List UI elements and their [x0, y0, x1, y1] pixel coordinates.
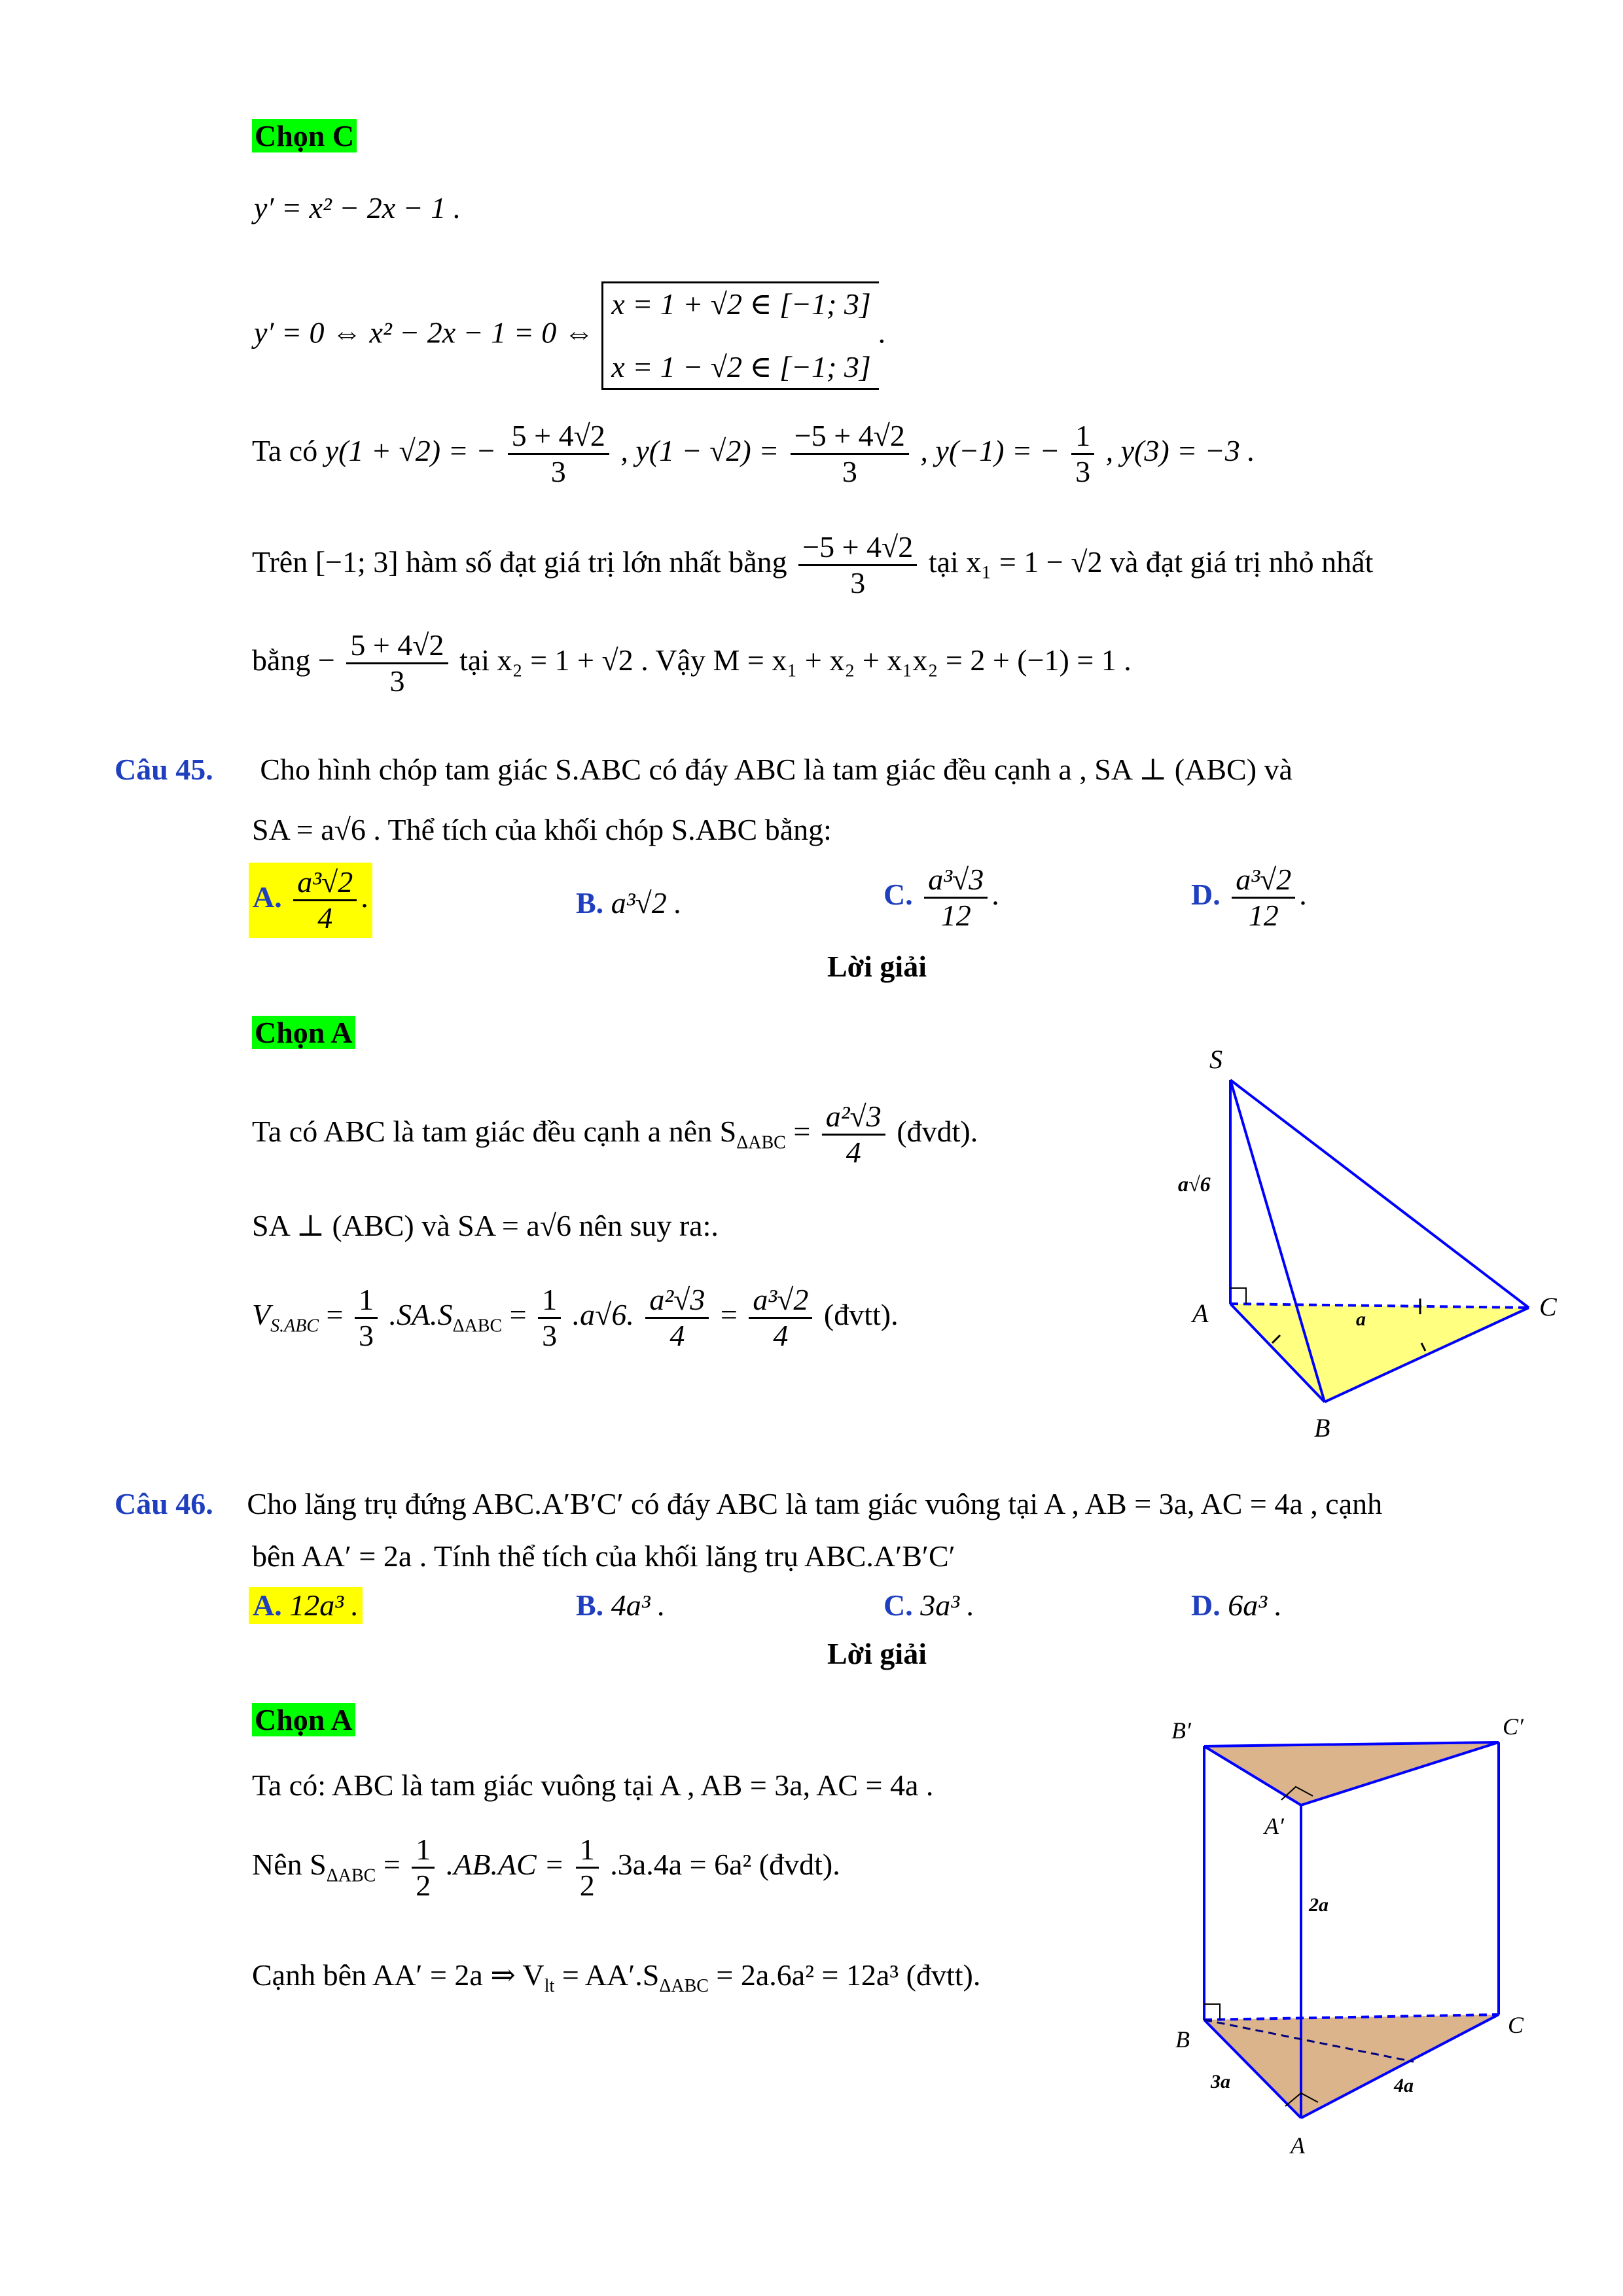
q46-answer-choice: Chọn A: [252, 1702, 355, 1738]
q45-step-perpendicular: SA ⊥ (ABC) và SA = a√6 nên suy ra:.: [252, 1209, 719, 1242]
label-edge-height: a√6: [1178, 1172, 1211, 1196]
label-height: 2a: [1309, 1894, 1329, 1916]
question-45-text: Câu 45. Cho hình chóp tam giác S.ABC có đáy ABC là tam giác đều cạnh a , SA ⊥ (ABC) và: [115, 753, 1293, 786]
q45-option-d[interactable]: D. $\frac{\text{a³√2}}{12}$ .: [1191, 863, 1307, 932]
q46-option-b[interactable]: B. 4a³ .: [576, 1588, 666, 1622]
q45-answer-choice: Chọn A: [252, 1014, 355, 1051]
case-bracket: x = 1 + √2 ∈ [−1; 3] x = 1 − √2 ∈ [−1; 3]: [601, 281, 878, 390]
right-angle-mark: [1230, 1288, 1246, 1304]
question-46-text-line2: bên AA′ = 2a . Tính thể tích của khối lăng trụ ABC.A′B′C′: [252, 1539, 955, 1573]
derivative-equation: y′ = 0 ⇔ x² − 2x − 1 = 0 ⇔ x = 1 + √2 ∈ [−1; 3] x = 1 − √2 ∈ [−1; 3] .: [254, 281, 886, 390]
vertex-B: B: [1175, 2026, 1190, 2053]
vertex-S: S: [1209, 1045, 1222, 1074]
function-values: Ta có y(1 + √2) = − $\frac{5 + 4√2}{3}$ , y(1 − √2) = $\frac{-5 + 4√2}{3}$ , y(−1) = − $\frac{1}{3}$ , y(3) = −3 .: [252, 419, 1255, 488]
q45-step-area: Ta có ABC là tam giác đều cạnh a nên $S_{\Delta ABC}$ = $\frac{\text{a²√3}}{4}$ (đvdt).: [252, 1100, 978, 1169]
vertex-Ap: A′: [1264, 1813, 1284, 1839]
q46-step-triangle: Ta có: ABC là tam giác vuông tại A , AB = 3a, AC = 4a .: [252, 1768, 934, 1802]
q46-option-d[interactable]: D. 6a³ .: [1191, 1588, 1283, 1622]
vertex-C: C: [1508, 2012, 1524, 2038]
prism-figure: [1152, 1702, 1571, 2160]
q45-option-a[interactable]: A. $\frac{\text{a³√2}}{4}$ .: [249, 863, 372, 938]
right-angle-B: [1204, 2004, 1220, 2020]
q45-option-c[interactable]: C. $\frac{\text{a³√3}}{12}$ .: [883, 863, 999, 932]
vertex-B: B: [1314, 1413, 1330, 1443]
vertex-Bp: B′: [1171, 1717, 1191, 1744]
max-min-statement: Trên [−1; 3] hàm số đạt giá trị lớn nhất bằng $\frac{-5 + 4√2}{3}$ tại x₁ = 1 − √2 và đạt giá trị nhỏ nhất: [252, 530, 1374, 600]
base-triangle-fill: [1230, 1304, 1529, 1402]
q46-step-volume: Cạnh bên AA′ = 2a ⇒ $V_{lt} = AA'.S_{\Delta ABC} = 2a.6a^2 = 12a^3$ (đvtt).: [252, 1958, 981, 1997]
label-AC: 4a: [1394, 2075, 1414, 2096]
vertex-Cp: C′: [1503, 1713, 1524, 1740]
edge-SC: [1230, 1080, 1529, 1308]
q45-option-b[interactable]: B. a³√2 .: [576, 886, 682, 920]
vertex-A: A: [1192, 1299, 1209, 1328]
vertex-C: C: [1539, 1292, 1557, 1321]
pyramid-figure: [1152, 1028, 1571, 1453]
vertex-A: A: [1291, 2132, 1305, 2159]
label-side: a: [1356, 1308, 1366, 1330]
q46-option-a[interactable]: A. 12a³ .: [249, 1587, 363, 1624]
q45-step-volume: $V_{S.ABC}$ = $\frac{1}{3}$ $.SA.S_{\Delta ABC}$ = $\frac{1}{3}$ .a√6. $\frac{\text{a²√3}}{4}$ = $\frac{\text{a³√2}}{4}$ (đvtt).: [252, 1283, 899, 1352]
q45-solution-heading: Lời giải: [827, 950, 927, 983]
label-AB: 3a: [1211, 2071, 1230, 2092]
answer-choice-label: Chọn C: [252, 118, 357, 154]
derivative-formula: y′ = x² − 2x − 1 .: [254, 191, 461, 224]
q46-step-area: Nên $S_{\Delta ABC}$ = $\frac{1}{2}$ .AB.AC = $\frac{1}{2}$ .3a.4a = 6a² (đvdt).: [252, 1833, 840, 1902]
question-46-text: Câu 46. Cho lăng trụ đứng ABC.A′B′C′ có đáy ABC là tam giác vuông tại A , AB = 3a, AC = 4a , cạnh: [115, 1487, 1383, 1520]
q46-solution-heading: Lời giải: [827, 1637, 927, 1670]
question-45-text-line2: SA = a√6 . Thể tích của khối chóp S.ABC bằng:: [252, 813, 832, 846]
conclusion: bằng − $\frac{5 + 4√2}{3}$ tại x₂ = 1 + √2 . Vậy M = x₁ + x₂ + x₁x₂ = 2 + (−1) = 1 .: [252, 628, 1132, 698]
q46-option-c[interactable]: C. 3a³ .: [883, 1588, 975, 1622]
